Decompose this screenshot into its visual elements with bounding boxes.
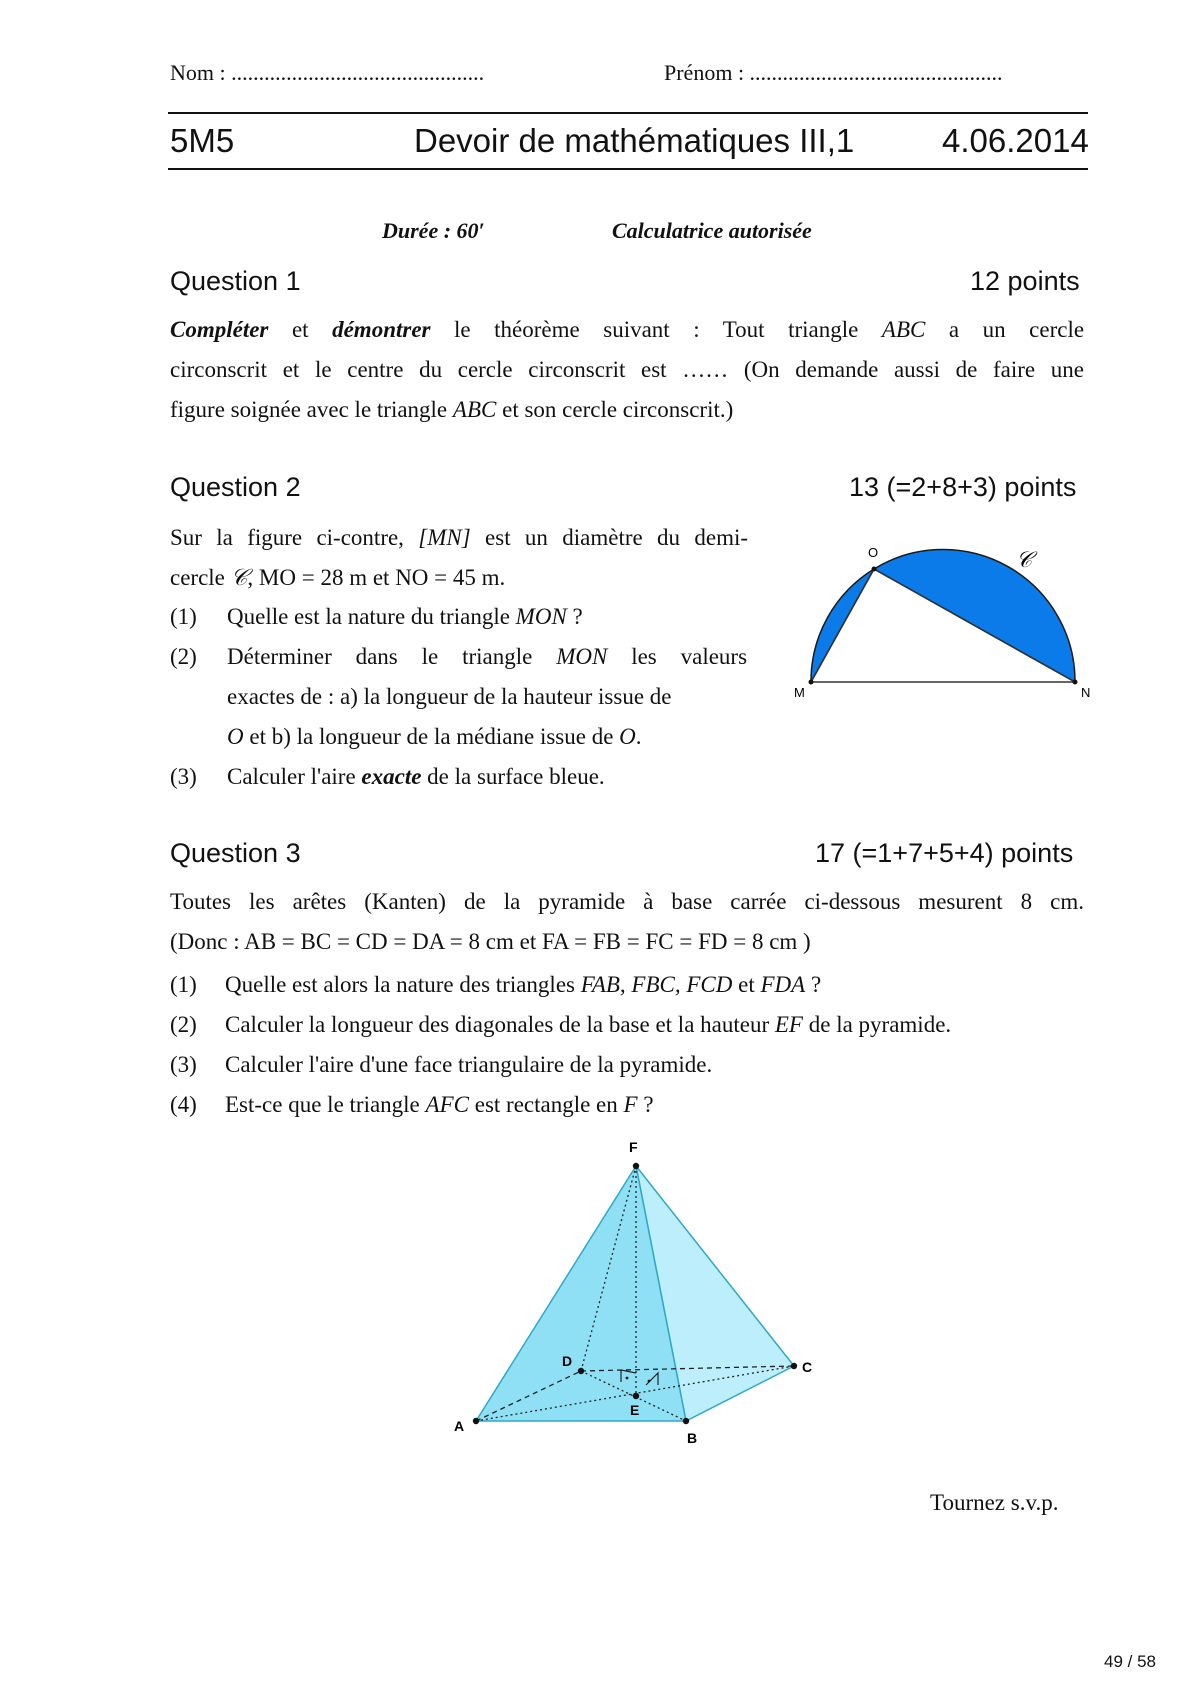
q3-points: 17 (=1+7+5+4) points (815, 838, 1074, 868)
q1-line3-b: et son cercle circonscrit.) (502, 397, 734, 422)
q1-line-2: circonscrit et le centre du cercle circonscrit est …… (On demande aussi de faire une (170, 357, 1084, 382)
q3-item2-a: Calculer la longueur des diagonales de la base et la hauteur (225, 1012, 770, 1037)
right-angle-dot-1 (626, 1377, 629, 1380)
q1-completer: Compléter (170, 317, 269, 342)
q2-circle-symbol: 𝒞 (230, 565, 248, 590)
q3-item4-b: est rectangle en (474, 1092, 618, 1117)
label-d: D (562, 1353, 573, 1369)
q1-et: et (291, 317, 309, 342)
q3-item1-q: ? (805, 972, 822, 997)
q2-intro-1 (170, 518, 748, 558)
q2-item-1-number: (1) (170, 604, 197, 629)
q3-item-1-number: (1) (170, 972, 197, 997)
q1-line-1 (170, 310, 1084, 350)
q1-line-3 (170, 390, 733, 430)
label-e: E (630, 1402, 640, 1418)
label-o: O (868, 545, 879, 560)
label-n: N (1081, 685, 1091, 700)
label-f: F (629, 1139, 638, 1155)
q2-item1-b: ? (566, 604, 583, 629)
q2-item1-a: Quelle est la nature du triangle (227, 604, 510, 629)
q3-item4-a: Est-ce que le triangle (225, 1092, 420, 1117)
q1-abc-2: ABC (452, 397, 497, 422)
q1-points: 12 points (970, 266, 1080, 296)
q3-title: Question 3 (170, 838, 301, 868)
q2-exacte: exacte (361, 764, 422, 789)
q2-intro2-b: , MO = 28 m et NO = 45 m. (247, 565, 506, 590)
q3-item1-et: et (738, 972, 755, 997)
calculator-note: Calculatrice autorisée (612, 218, 812, 243)
label-c: C (802, 1359, 813, 1375)
vertex-d (578, 1368, 584, 1374)
label-b: B (687, 1430, 698, 1446)
vertex-f (633, 1163, 639, 1169)
q3-item-3: Calculer l'aire d'une face triangulaire de la pyramide. (225, 1052, 713, 1077)
q2-item2-mon: MON (556, 644, 608, 669)
exam-date: 4.06.2014 (942, 122, 1089, 159)
q1-abc: ABC (881, 317, 926, 342)
q2-intro2-a: cercle (170, 565, 225, 590)
label-a: A (454, 1418, 465, 1434)
q3-intro-1: Toutes les arêtes (Kanten) de la pyramide à base carrée ci-dessous mesurent 8 cm. (170, 889, 1084, 914)
pyramid-figure (440, 1130, 840, 1450)
q1-title: Question 1 (170, 266, 301, 296)
q2-item-2 (227, 644, 747, 670)
vertex-c (791, 1363, 797, 1369)
q2-item3-a: Calculer l'aire (227, 764, 356, 789)
q2-item-3 (227, 764, 605, 790)
class-code: 5M5 (170, 122, 235, 159)
vertex-e (633, 1393, 639, 1399)
vertex-a (473, 1418, 479, 1424)
q2-item2-cont2-a: et b) la longueur de la médiane issue de (249, 724, 614, 749)
q3-intro-2: (Donc : AB = BC = CD = DA = 8 cm et FA = FB = FC = FD = 8 cm ) (170, 929, 811, 954)
tournez-note: Tournez s.v.p. (930, 1490, 1059, 1515)
vertex-b (683, 1418, 689, 1424)
q3-item1-a: Quelle est alors la nature des triangles (225, 972, 575, 997)
header-bottom-rule (168, 168, 1088, 170)
q2-item-1 (227, 604, 583, 630)
q2-points: 13 (=2+8+3) points (849, 472, 1077, 502)
q2-intro1-b: est un diamètre du demi- (485, 525, 749, 550)
q3-item-3-number: (3) (170, 1052, 197, 1077)
q3-item4-q: ? (637, 1092, 654, 1117)
q2-title: Question 2 (170, 472, 301, 502)
q1-text: le théorème suivant : Tout triangle (454, 317, 859, 342)
q2-item-2-number: (2) (170, 644, 197, 669)
q3-item1-fda: FDA (760, 972, 806, 997)
chord-mo (811, 569, 874, 682)
q2-item2-cont2-b: . (635, 724, 642, 749)
q2-item-2-cont2 (227, 724, 642, 750)
page-number: 49 / 58 (1104, 1652, 1156, 1671)
q3-item-4 (225, 1092, 654, 1118)
q2-intro1-a: Sur la figure ci-contre, (170, 525, 404, 550)
q3-item2-ef: EF (774, 1012, 803, 1037)
q3-item-4-number: (4) (170, 1092, 197, 1117)
page-title: Devoir de mathématiques III,1 (414, 122, 855, 159)
q1-demontrer: démontrer (332, 317, 431, 342)
q2-item3-b: de la surface bleue. (427, 764, 605, 789)
header-top-rule (168, 112, 1088, 114)
point-o (872, 567, 877, 572)
q2-intro-2 (170, 558, 505, 598)
q1-text-end: a un cercle (948, 317, 1085, 342)
duration: Durée : 60′ (382, 218, 485, 243)
segment-on (874, 550, 1075, 682)
label-c: 𝒞 (1016, 547, 1033, 572)
q3-item-1 (225, 972, 821, 998)
q3-item4-f: F (623, 1092, 638, 1117)
q3-item-2-number: (2) (170, 1012, 197, 1037)
q2-item2-a: Déterminer dans le triangle (227, 644, 533, 669)
q1-line3-a: figure soignée avec le triangle (170, 397, 448, 422)
q3-item2-b: de la pyramide. (808, 1012, 952, 1037)
q3-item-2 (225, 1012, 951, 1038)
q2-mn: [MN] (418, 525, 471, 550)
right-angle-dot-2 (648, 1380, 651, 1383)
q2-o-1: O (227, 724, 244, 749)
label-m: M (794, 685, 805, 700)
prenom-field: Prénom : .............................................. (664, 60, 1003, 85)
q3-item1-triangles: FAB, FBC, FCD (580, 972, 733, 997)
semicircle-figure (780, 540, 1100, 700)
q2-item-2-cont: exactes de : a) la longueur de la hauteur issue de (227, 684, 672, 709)
q3-item4-afc: AFC (425, 1092, 469, 1117)
q2-item1-mon: MON (515, 604, 567, 629)
q2-item2-b: les valeurs (631, 644, 748, 669)
point-m (809, 680, 814, 685)
q2-item-3-number: (3) (170, 764, 197, 789)
nom-field: Nom : .............................................. (170, 60, 485, 85)
point-n (1073, 680, 1078, 685)
q2-o-2: O (619, 724, 636, 749)
